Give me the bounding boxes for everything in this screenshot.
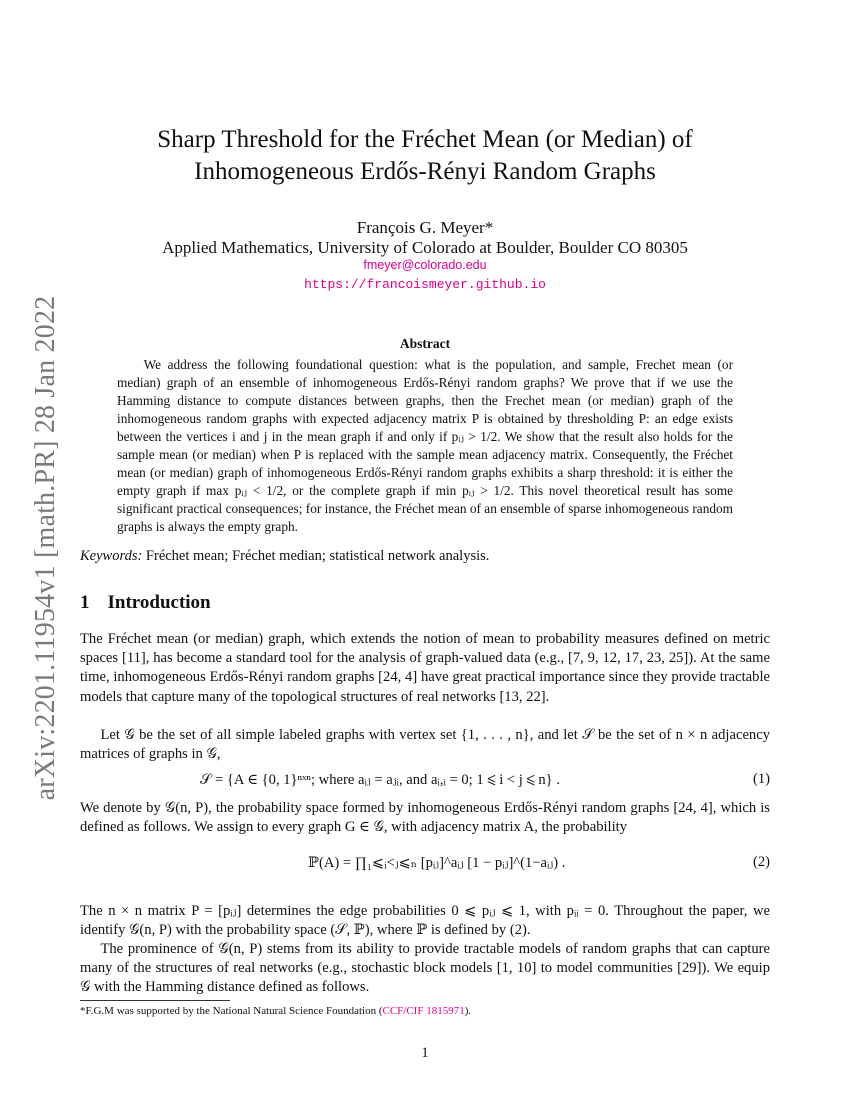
title-line-1: Sharp Threshold for the Fréchet Mean (or Median) of [157, 126, 693, 153]
section-title: Introduction [107, 592, 211, 613]
equation-1-body: 𝒮 = {A ∈ {0, 1}ⁿˣⁿ; where aᵢⱼ = aⱼᵢ, and aᵢ,ᵢ = 0; 1 ⩽ i < j ⩽ n} . [200, 772, 560, 788]
intro-paragraph-3: We denote by 𝒢(n, P), the probability space formed by inhomogeneous Erdős-Rényi random graphs [24, 4], which is defined as follows. We assign to every graph G ∈ 𝒢, with adjacency matrix A, the probability [80, 800, 770, 836]
intro-paragraph-1: The Fréchet mean (or median) graph, which extends the notion of mean to probability measures defined on metric spaces [11], has become a standard tool for the analysis of graph-valued data (e.g., [7, 9, 12, 17, 23, 25]). At the same time, inhomogeneous Erdős-Rényi random graphs [24, 4] have great practical importance since they provide tractable models that capture many of the topological structures of real networks [13, 22]. [80, 631, 770, 705]
arxiv-stamp: arXiv:2201.11954v1 [math.PR] 28 Jan 2022 [30, 295, 61, 801]
grant-link[interactable]: CCF/CIF 1815971 [382, 1005, 465, 1017]
homepage-link[interactable]: https://francoismeyer.github.io [304, 277, 546, 292]
equation-2-body: ℙ(A) = ∏₁⩽ᵢ<ⱼ⩽ₙ [pᵢⱼ]^aᵢⱼ [1 − pᵢⱼ]^(1−aᵢⱼ) . [308, 855, 566, 871]
intro-paragraph-5: The prominence of 𝒢(n, P) stems from its ability to provide tractable models of random graphs that can capture many of the structures of real networks (e.g., stochastic block models [1, 10] to model communities [29]). We equip 𝒢 with the Hamming distance defined as follows. [80, 941, 770, 996]
footnote-rule [80, 1000, 230, 1001]
footnote [80, 1005, 471, 1017]
footnote-end: ). [464, 1005, 472, 1017]
author-name: François G. Meyer* [356, 218, 494, 237]
keywords-label: Keywords: [80, 548, 143, 564]
email-link[interactable]: fmeyer@colorado.edu [363, 258, 487, 272]
paper-title [80, 124, 770, 188]
section-number: 1 [80, 592, 90, 613]
footnote-text: *F.G.M was supported by the National Natural Science Foundation ( [80, 1005, 383, 1017]
equation-2-number: (2) [752, 854, 770, 870]
abstract-text: We address the following foundational question: what is the population, and sample, Frechet mean (or median) graph of an ensemble of inhomogeneous Erdős-Rényi random graphs? We prove that if we use the Hamming distance to compute distances between graphs, then the Frechet mean (or median) graph of the inhomogeneous random graphs with expected adjacency matrix P is obtained by thresholding P: an edge exists between the vertices i and j in the mean graph if and only if pᵢⱼ > 1/2. We show that the result also holds for the sample mean (or median) when P is replaced with the sample mean adjacency matrix. Consequently, the Fréchet mean (or median) graph of inhomogeneous Erdős-Rényi random graphs exhibits a sharp threshold: it is either the empty graph if max pᵢⱼ < 1/2, or the complete graph if min pᵢⱼ > 1/2. This novel theoretical result has some significant practical consequences; for instance, the Fréchet mean of an ensemble of sparse inhomogeneous random graphs is always the empty graph. [117, 357, 733, 534]
affiliation: Applied Mathematics, University of Colorado at Boulder, Boulder CO 80305 [162, 238, 688, 257]
keywords [80, 548, 770, 565]
title-line-2: Inhomogeneous Erdős-Rényi Random Graphs [194, 158, 656, 185]
abstract-heading: Abstract [399, 336, 451, 351]
page-number: 1 [421, 1045, 429, 1061]
section-heading [80, 592, 229, 614]
intro-paragraph-2: Let 𝒢 be the set of all simple labeled graphs with vertex set {1, . . . , n}, and let 𝒮 be the set of n × n adjacency matrices of graphs in 𝒢, [80, 727, 770, 763]
equation-1-number: (1) [752, 771, 770, 787]
intro-paragraph-4: The n × n matrix P = [pᵢⱼ] determines the edge probabilities 0 ⩽ pᵢⱼ ⩽ 1, with pᵢᵢ = 0. Throughout the paper, we identify 𝒢(n, P) with the probability space (𝒮, ℙ), where ℙ is defined by (2). [80, 903, 770, 939]
keywords-text: Fréchet mean; Fréchet median; statistical network analysis. [145, 548, 490, 564]
